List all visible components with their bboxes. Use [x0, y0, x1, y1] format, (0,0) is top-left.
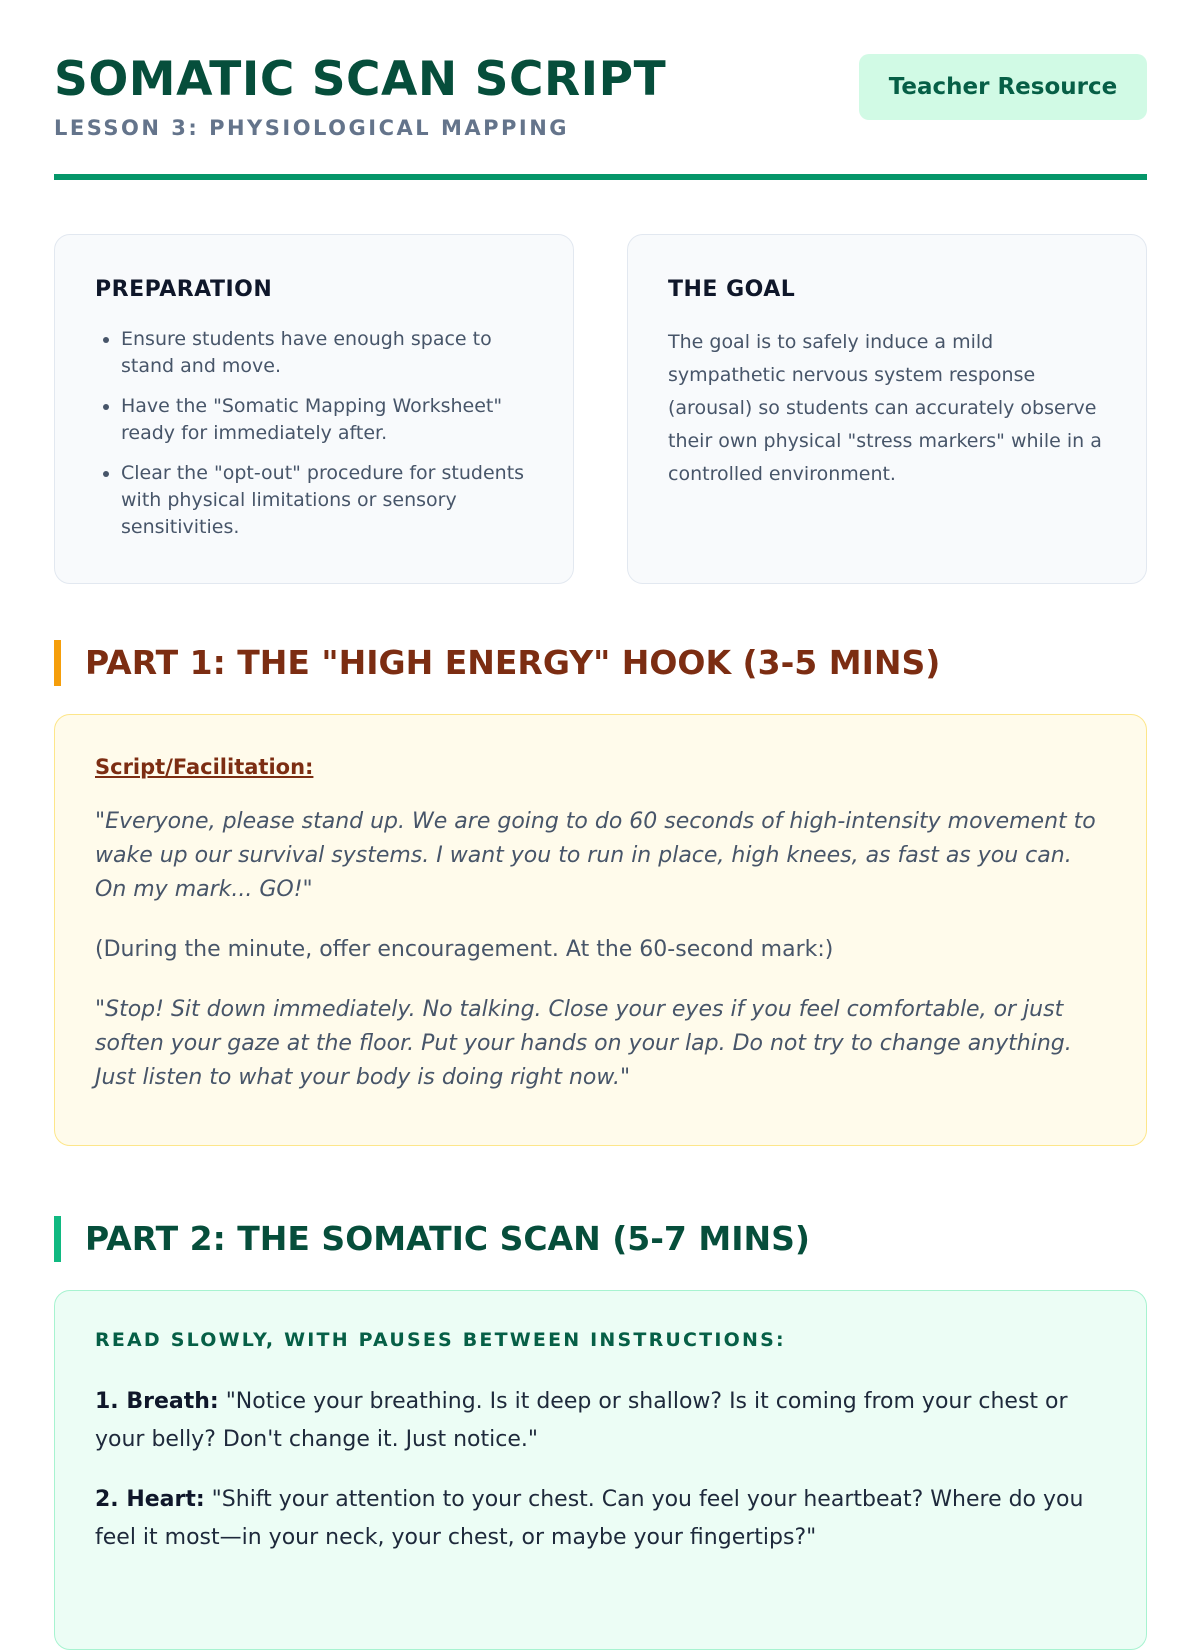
goal-card — [627, 234, 1147, 584]
scan-step-label: 2. Heart: — [95, 1487, 205, 1512]
header-divider — [54, 174, 1147, 180]
header — [54, 0, 1147, 182]
scan-step-text: "Notice your breathing. Is it deep or shallow? Is it coming from your chest or your belly? Don't change it. Just notice." — [95, 1389, 1068, 1452]
part2-heading: PART 2: THE SOMATIC SCAN (5-7 MINS) — [54, 1216, 810, 1262]
page-subtitle: LESSON 3: PHYSIOLOGICAL MAPPING — [54, 116, 570, 140]
script-quote-start: "Everyone, please stand up. We are going to do 60 seconds of high-intensity movement to wake up our survival systems. I want you to run in place, high knees, as fast as you can. On my mark... GO!" — [95, 809, 1096, 902]
script-label: Script/Facilitation: — [95, 755, 314, 779]
preparation-card — [54, 234, 574, 584]
scan-step-heart — [95, 1481, 1106, 1557]
scan-instructions-label: READ SLOWLY, WITH PAUSES BETWEEN INSTRUCTIONS: — [95, 1329, 786, 1351]
scan-step-label: 1. Breath: — [95, 1389, 219, 1414]
list-item: • Have the "Somatic Mapping Worksheet" ready for immediately after. — [121, 393, 533, 447]
goal-text: The goal is to safely induce a mild sympathetic nervous system response (arousal) so students can accurately observe their own physical "stress markers" while in a controlled environment. — [668, 331, 1102, 485]
scan-box — [54, 1290, 1147, 1650]
page-title: SOMATIC SCAN SCRIPT — [54, 52, 667, 107]
teacher-resource-badge: Teacher Resource — [859, 54, 1147, 120]
list-item: • Clear the "opt-out" procedure for students with physical limitations or sensory sensitivities. — [121, 460, 533, 541]
document-page — [54, 0, 1147, 1550]
preparation-heading: PREPARATION — [95, 277, 273, 302]
info-cards — [54, 234, 1147, 584]
script-note: (During the minute, offer encouragement. At the 60-second mark:) — [95, 937, 834, 962]
scan-step-breath — [95, 1383, 1106, 1459]
preparation-list — [95, 326, 533, 541]
goal-heading: THE GOAL — [668, 277, 796, 302]
list-item: • Ensure students have enough space to stand and move. — [121, 326, 533, 380]
script-box — [54, 714, 1147, 1146]
scan-step-text: "Shift your attention to your chest. Can you feel your heartbeat? Where do you feel it most—in your neck, your chest, or maybe your fingertips?" — [95, 1487, 1084, 1550]
script-quote-stop: "Stop! Sit down immediately. No talking. Close your eyes if you feel comfortable, or just soften your gaze at the floor. Put your hands on your lap. Do not try to change anything. Just listen to what your body is doing right now." — [95, 997, 1072, 1090]
part1-heading: PART 1: THE "HIGH ENERGY" HOOK (3-5 MINS) — [54, 640, 940, 686]
